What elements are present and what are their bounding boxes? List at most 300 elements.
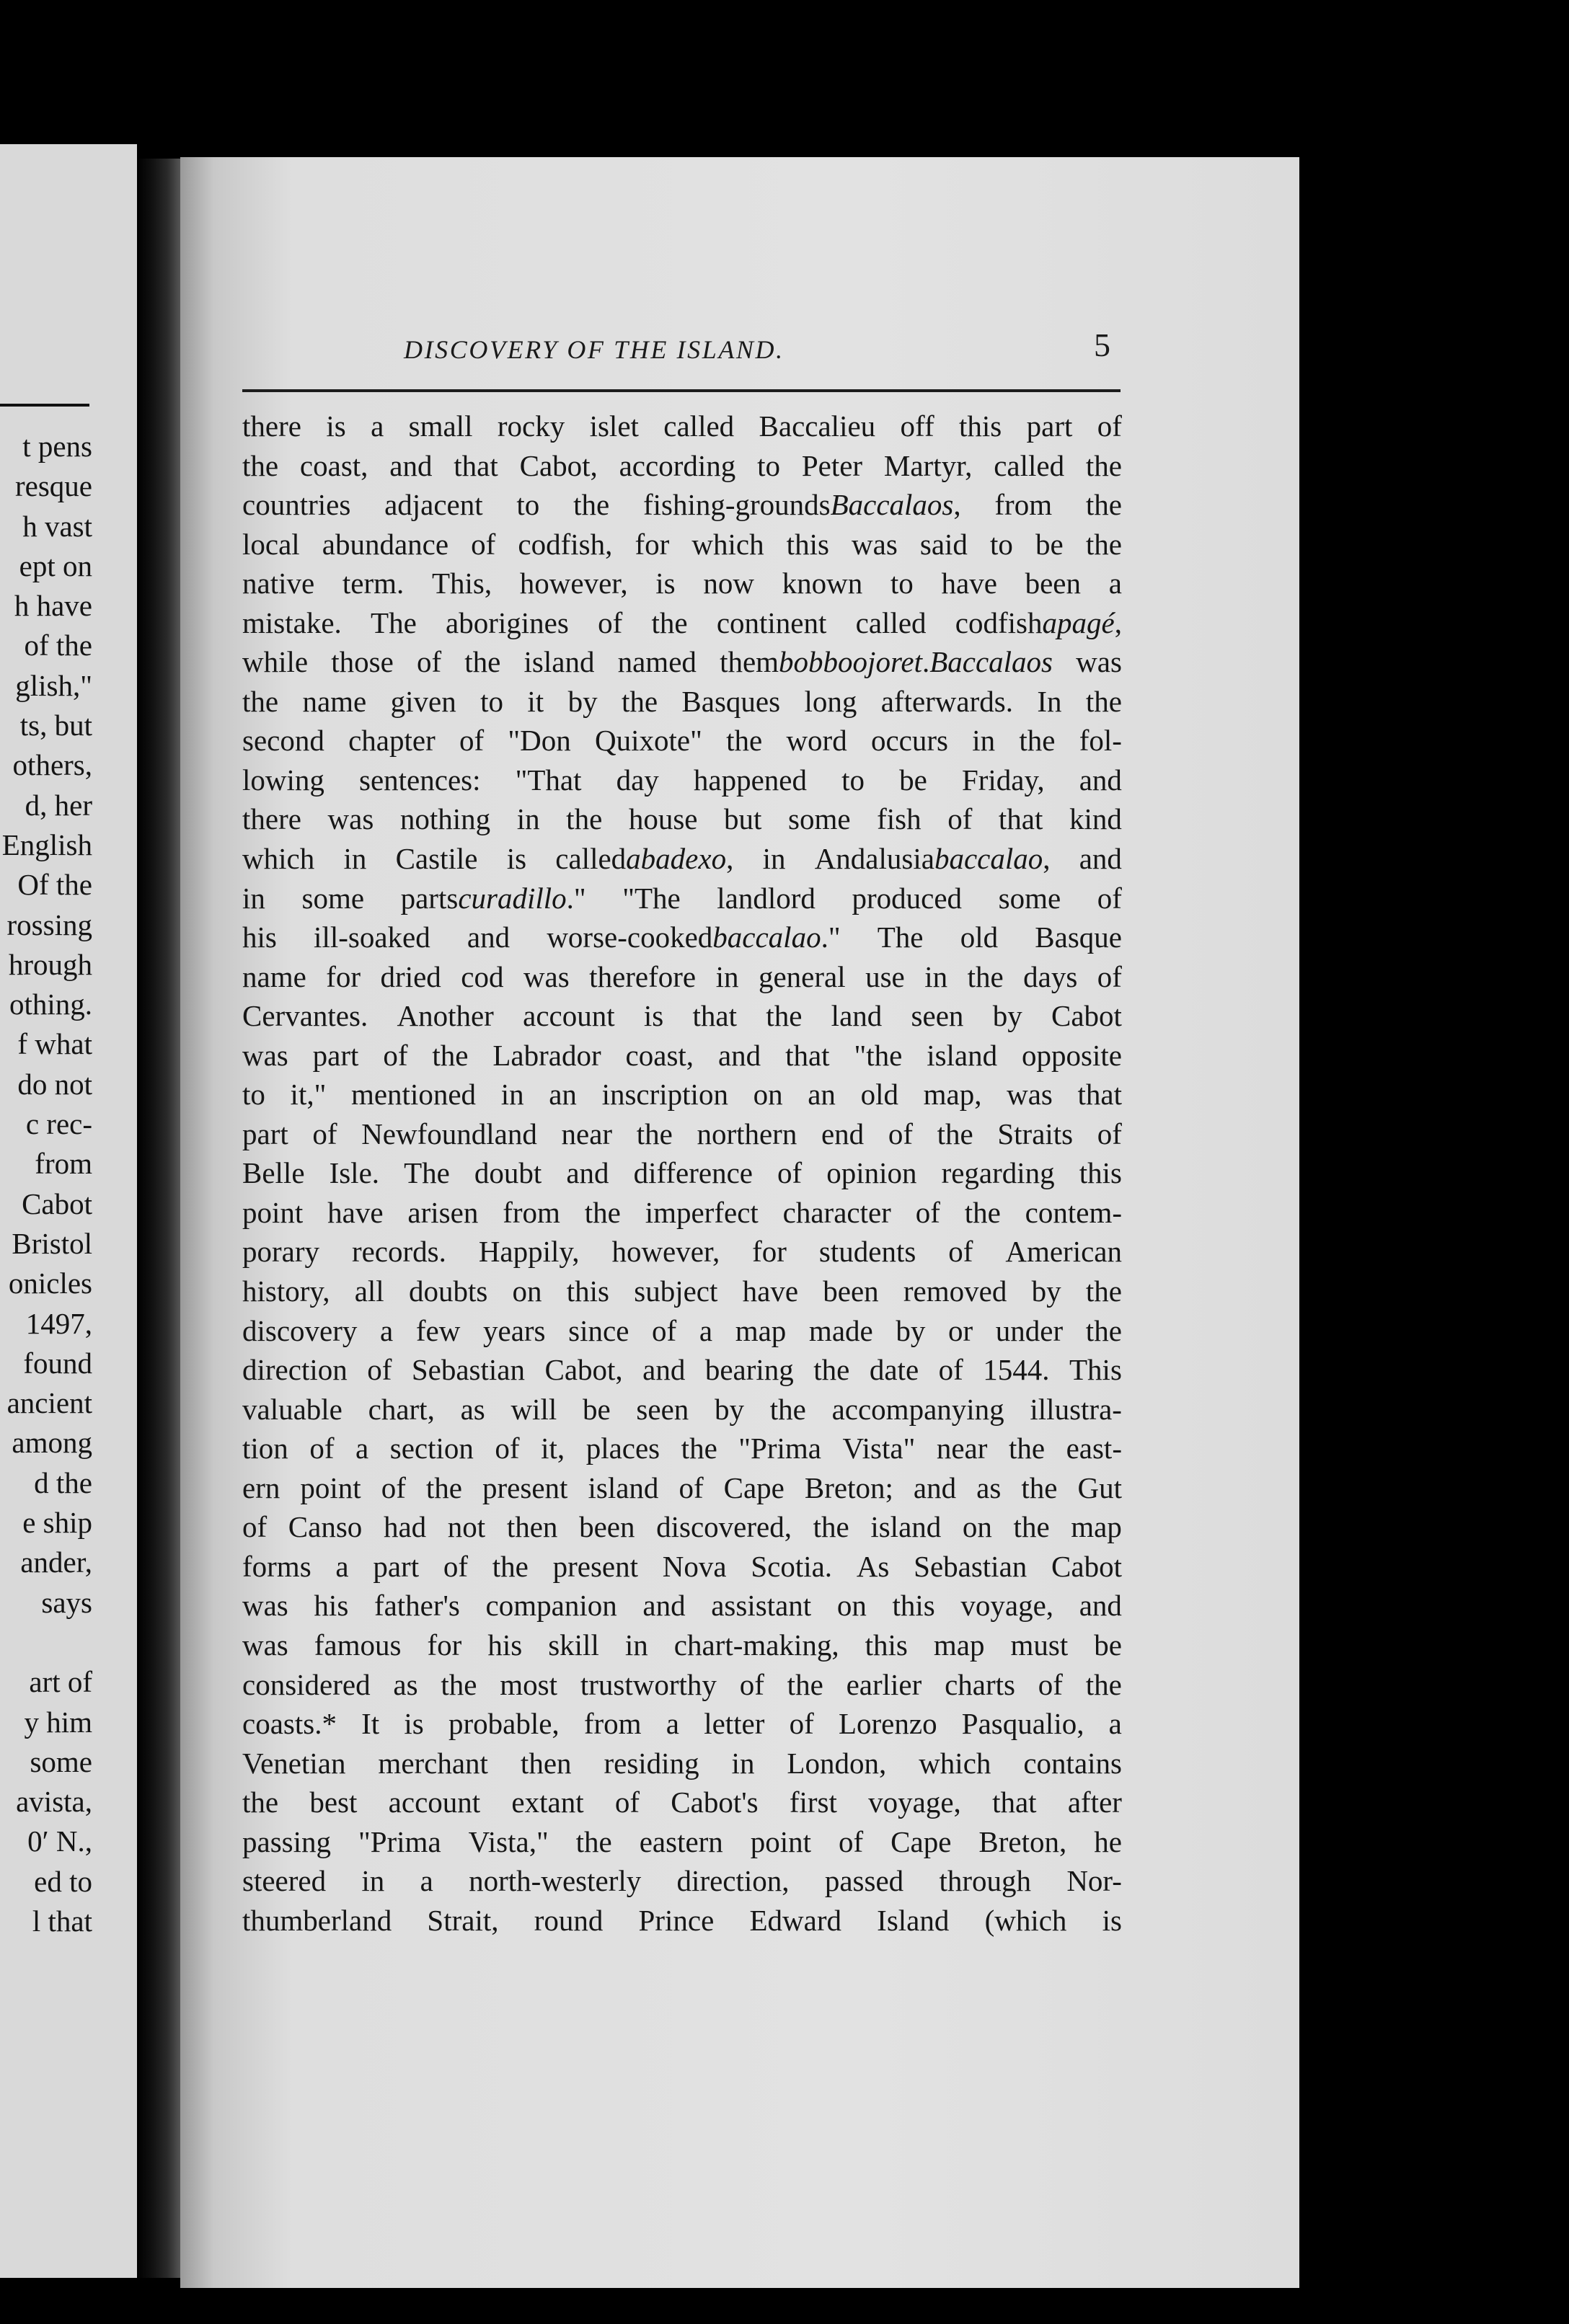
word-group (242, 446, 278, 486)
text-line (242, 1468, 1122, 1508)
word-group (740, 1665, 764, 1705)
word-group (524, 642, 595, 682)
word-group (655, 564, 675, 603)
word: seen (911, 999, 964, 1033)
word-group (361, 1114, 537, 1154)
word-group (1109, 564, 1122, 603)
word-group (896, 1311, 925, 1351)
text-line (242, 839, 1122, 879)
word: of (777, 1156, 803, 1190)
word-group (1071, 1507, 1122, 1547)
word-group (242, 721, 324, 760)
text-line (242, 1075, 1122, 1114)
word-group (1035, 525, 1064, 564)
word-group (1025, 564, 1081, 603)
word: as (460, 1392, 485, 1426)
word-group (548, 1626, 599, 1665)
facing-page-line: e ship (22, 1506, 92, 1540)
word: the (573, 488, 610, 522)
word-group (242, 1704, 337, 1744)
word-group (1021, 1468, 1057, 1508)
word: point (242, 1195, 304, 1229)
word: "That (515, 763, 582, 797)
word: part (312, 1038, 359, 1072)
word: called (994, 448, 1065, 482)
word: account (523, 999, 615, 1033)
word-group (888, 1114, 913, 1154)
word-group (327, 1193, 383, 1233)
word: was (1007, 1078, 1053, 1112)
word: bearing (704, 1353, 794, 1387)
facing-page-line: 0′ N., (27, 1824, 92, 1858)
word: regarding (941, 1156, 1055, 1190)
word: all (354, 1274, 384, 1308)
word: Vista," (468, 1824, 549, 1858)
word: there (242, 802, 301, 836)
word: this (892, 1589, 935, 1623)
word: porary (242, 1235, 320, 1269)
word: in (924, 959, 948, 993)
word: fishing-grounds (642, 488, 831, 522)
word-group (1051, 996, 1122, 1036)
word: Venetian (242, 1746, 346, 1780)
text-line (242, 642, 1122, 682)
word: a (420, 1864, 433, 1898)
facing-page-head-rule (0, 404, 89, 407)
word-group (1027, 407, 1073, 446)
word: Isle. (329, 1156, 380, 1190)
text-line (242, 682, 1122, 722)
word: . (921, 645, 930, 679)
facing-page-line: d, her (25, 788, 92, 822)
word-group (837, 1586, 867, 1626)
word: of (471, 527, 496, 561)
word: but (724, 802, 762, 836)
word-group (589, 957, 696, 997)
word: map, (923, 1078, 982, 1112)
word: island (588, 1471, 659, 1504)
word: of (598, 606, 623, 639)
word: under (995, 1313, 1064, 1347)
word: arisen (407, 1195, 479, 1229)
word: made (808, 1313, 873, 1347)
word: contains (1023, 1746, 1122, 1780)
word: the (1085, 488, 1122, 522)
word-group (412, 1350, 525, 1390)
word-group (598, 603, 622, 643)
word-group (635, 525, 669, 564)
word-group (1102, 1901, 1122, 1941)
word-group (788, 799, 851, 839)
word: Friday, (961, 763, 1045, 797)
word: is (655, 567, 676, 600)
word: thumberland (242, 1903, 392, 1937)
word-group (691, 525, 764, 564)
word-group (448, 1704, 560, 1744)
word-group (507, 839, 526, 879)
word: earlier (846, 1667, 922, 1701)
word-group (1032, 1272, 1061, 1311)
word-group (544, 1350, 622, 1390)
facing-page-line: onicles (8, 1267, 92, 1300)
word-group (242, 1390, 342, 1429)
word-group (480, 682, 503, 722)
word-group (300, 446, 368, 486)
word-group (924, 1075, 982, 1114)
italic-word: baccalao (934, 842, 1043, 876)
word-group (813, 1350, 849, 1390)
word: "Prima (738, 1432, 821, 1465)
word: assistant (711, 1589, 812, 1623)
word-group (948, 1311, 973, 1351)
word-group (467, 918, 510, 957)
word-group (242, 879, 265, 918)
facing-page-line: rossing (6, 908, 92, 941)
word-group (1086, 682, 1122, 722)
facing-page-line: from (35, 1147, 92, 1181)
word-group (651, 603, 687, 643)
word: the (964, 1195, 1001, 1229)
word: to (242, 1078, 265, 1112)
word: a (1108, 1707, 1122, 1741)
facing-page-line: h have (14, 589, 92, 623)
word: for (635, 527, 670, 561)
word-group (1086, 525, 1122, 564)
word: years (483, 1313, 546, 1347)
word-group (671, 1783, 758, 1822)
word-group (516, 760, 582, 800)
italic-word: baccalao (712, 921, 821, 954)
word: and (642, 1589, 686, 1623)
word: east- (1066, 1432, 1122, 1465)
word: ill-soaked (314, 921, 430, 954)
word-group (242, 957, 306, 997)
word-group (242, 1586, 288, 1626)
word: since (568, 1313, 629, 1347)
word: is (506, 842, 527, 876)
text-line (242, 918, 1122, 957)
word: kind (1069, 802, 1122, 836)
word-group (566, 1153, 609, 1193)
word-group (374, 1586, 460, 1626)
word-group (804, 682, 857, 722)
word: therefore (589, 959, 697, 993)
word-group (999, 799, 1043, 839)
word: a (1108, 567, 1122, 600)
word: the (242, 448, 279, 482)
word-group (604, 1744, 699, 1783)
word: which (919, 1746, 991, 1780)
word-group (787, 525, 829, 564)
word: the (1021, 1471, 1058, 1504)
word-group (994, 485, 1052, 525)
word-group (389, 1783, 480, 1822)
word-group (381, 1468, 406, 1508)
word: in (731, 1746, 755, 1780)
word-group (474, 1153, 542, 1193)
word: the (1085, 527, 1122, 561)
word-group (495, 1429, 519, 1468)
text-line (242, 485, 1122, 525)
word-group (618, 642, 697, 682)
word: chart-making, (673, 1628, 839, 1662)
word-group (990, 525, 1013, 564)
word-group (985, 1901, 1067, 1941)
word-group (616, 760, 659, 800)
word-group (585, 1193, 621, 1233)
word-group (636, 1390, 689, 1429)
word-group (1097, 957, 1122, 997)
word: Island (877, 1903, 950, 1937)
word: general (758, 959, 846, 993)
word: This, (431, 567, 492, 600)
word-group (1023, 957, 1077, 997)
word: it, (541, 1432, 565, 1465)
word: of (367, 1353, 392, 1387)
word-group (715, 1390, 744, 1429)
word: and (1079, 1589, 1122, 1623)
word-group (937, 1114, 973, 1154)
word: discovered, (656, 1510, 792, 1544)
word: in (762, 842, 786, 876)
word-group (383, 1036, 407, 1075)
word: that (454, 448, 498, 482)
word: The (404, 1156, 450, 1190)
word-group (586, 1429, 660, 1468)
text-line (242, 721, 1122, 760)
word-group (1066, 1861, 1122, 1901)
word-group (999, 879, 1061, 918)
word-group (583, 1390, 611, 1429)
word: now (703, 567, 754, 600)
word: The (371, 606, 417, 639)
word: the (242, 684, 279, 718)
word-group (242, 996, 368, 1036)
word: of (381, 1471, 406, 1504)
word-group (523, 996, 614, 1036)
word-group (242, 1507, 267, 1547)
word-group (959, 407, 1002, 446)
word-group (785, 1036, 829, 1075)
word: then (506, 1510, 558, 1544)
word-group (1079, 721, 1122, 760)
word: the (425, 1471, 462, 1504)
text-line (242, 957, 1122, 997)
word: an (549, 1078, 577, 1112)
word-group (732, 1744, 755, 1783)
word: Baccalieu (759, 409, 876, 443)
word-group (735, 1311, 787, 1351)
word: an (808, 1078, 836, 1112)
word: records. (351, 1235, 446, 1269)
word: a (699, 1313, 713, 1347)
word: be (899, 763, 927, 797)
word-group (328, 799, 374, 839)
word: day (616, 763, 659, 797)
word-group (242, 603, 342, 643)
word: however, (611, 1235, 720, 1269)
word-group (642, 1586, 685, 1626)
word: London, (787, 1746, 887, 1780)
word-group (674, 1626, 839, 1665)
word: and (1079, 763, 1122, 797)
word: been (1025, 567, 1081, 600)
word-group (720, 642, 1053, 682)
word: Andalusia (814, 842, 934, 876)
word-group (652, 1311, 676, 1351)
word: this (959, 409, 1002, 443)
word-group (716, 957, 739, 997)
word-group (1019, 721, 1055, 760)
word: This (1069, 1353, 1122, 1387)
word: mentioned (350, 1078, 477, 1112)
word: , (953, 488, 961, 522)
word-group (573, 485, 609, 525)
word-group (831, 996, 883, 1036)
word-group (752, 1232, 787, 1272)
word-group (1094, 1626, 1122, 1665)
word-group (808, 1075, 836, 1114)
word: of (416, 645, 442, 679)
word: part (1026, 409, 1073, 443)
word: have (742, 1274, 799, 1308)
word: Peter (801, 448, 863, 482)
word-group (432, 1036, 468, 1075)
word-group (634, 1272, 717, 1311)
word: passed (824, 1864, 904, 1898)
word: north-westerly (469, 1864, 642, 1898)
italic-word: Baccalaos (929, 645, 1053, 679)
word: be (582, 1392, 611, 1426)
word: map (1071, 1510, 1122, 1544)
word-group (677, 1861, 790, 1901)
word-group (527, 682, 544, 722)
word-group (331, 642, 394, 682)
word: ." (821, 921, 841, 954)
word: passing (242, 1824, 331, 1858)
text-line (242, 1036, 1122, 1075)
word-group (401, 879, 586, 918)
word-group (927, 1036, 997, 1075)
word: The (877, 921, 924, 954)
word-group (242, 1272, 330, 1311)
word-group (903, 1272, 1007, 1311)
word-group (615, 1783, 640, 1822)
word: Labrador (492, 1038, 601, 1072)
word-group (726, 721, 762, 760)
word: near (936, 1432, 988, 1465)
word-group (786, 721, 847, 760)
word-group (242, 1468, 280, 1508)
word-group (832, 1390, 1004, 1429)
word-group (978, 1822, 1066, 1862)
word-group (501, 1075, 524, 1114)
word: name (302, 684, 367, 718)
word: ern (242, 1471, 280, 1504)
word-group (358, 1822, 441, 1862)
word: called (855, 606, 927, 639)
word: dried (380, 959, 441, 993)
text-line (242, 1507, 1122, 1547)
word-group (826, 1153, 916, 1193)
word-group (441, 1665, 477, 1705)
word: Scotia. (751, 1549, 833, 1583)
word-group (242, 485, 350, 525)
word-group (868, 1783, 961, 1822)
word-group (1038, 1665, 1063, 1705)
word: a (355, 1432, 369, 1465)
word: island (870, 1510, 942, 1544)
word-group (914, 1547, 1027, 1587)
word-group (759, 957, 846, 997)
word-group (500, 1665, 557, 1705)
word: have (941, 567, 997, 600)
word: places (585, 1432, 660, 1465)
word-group (759, 407, 876, 446)
word-group (541, 1429, 565, 1468)
word-group (242, 1153, 305, 1193)
word-group (877, 799, 921, 839)
word-group (939, 1350, 963, 1390)
word: contem- (1025, 1195, 1122, 1229)
word: is (326, 409, 346, 443)
word-group (693, 996, 737, 1036)
word: which (691, 527, 764, 561)
word-group (1022, 1036, 1122, 1075)
word: the (813, 1353, 850, 1387)
word: Canso (288, 1510, 363, 1544)
word-group (508, 721, 570, 760)
word-group (1069, 799, 1122, 839)
word: second (242, 724, 324, 758)
word: the (967, 959, 1004, 993)
word: parts (400, 881, 459, 915)
word-group (568, 1311, 629, 1351)
word-group (373, 1547, 419, 1587)
word-group (815, 839, 1051, 879)
word: by (1031, 1274, 1061, 1308)
word-group (242, 760, 324, 800)
word-group (409, 1272, 487, 1311)
word-group (361, 1861, 384, 1901)
word: the (813, 1510, 849, 1544)
word: them (720, 645, 779, 679)
word: merchant (378, 1746, 488, 1780)
word: northern (697, 1117, 797, 1150)
word: of (1097, 881, 1122, 915)
word-group (492, 1547, 529, 1587)
word-group (579, 1507, 635, 1547)
word-group (595, 721, 702, 760)
word-group (809, 1311, 873, 1351)
word-group (942, 1153, 1055, 1193)
word: voyage, (960, 1589, 1054, 1623)
word-group (520, 446, 598, 486)
word-group (335, 1547, 348, 1587)
word: 1544. (983, 1353, 1050, 1387)
word: the (441, 1667, 477, 1701)
word-group (1011, 1626, 1069, 1665)
word-group (313, 1036, 359, 1075)
word: the (242, 1786, 279, 1819)
word: eastern (639, 1824, 723, 1858)
word: was (1076, 645, 1122, 679)
word: part (242, 1117, 288, 1150)
word: accompanying (831, 1392, 1004, 1426)
word: best (309, 1786, 358, 1819)
word-group (619, 446, 736, 486)
facing-page-line: ancient (6, 1386, 92, 1420)
